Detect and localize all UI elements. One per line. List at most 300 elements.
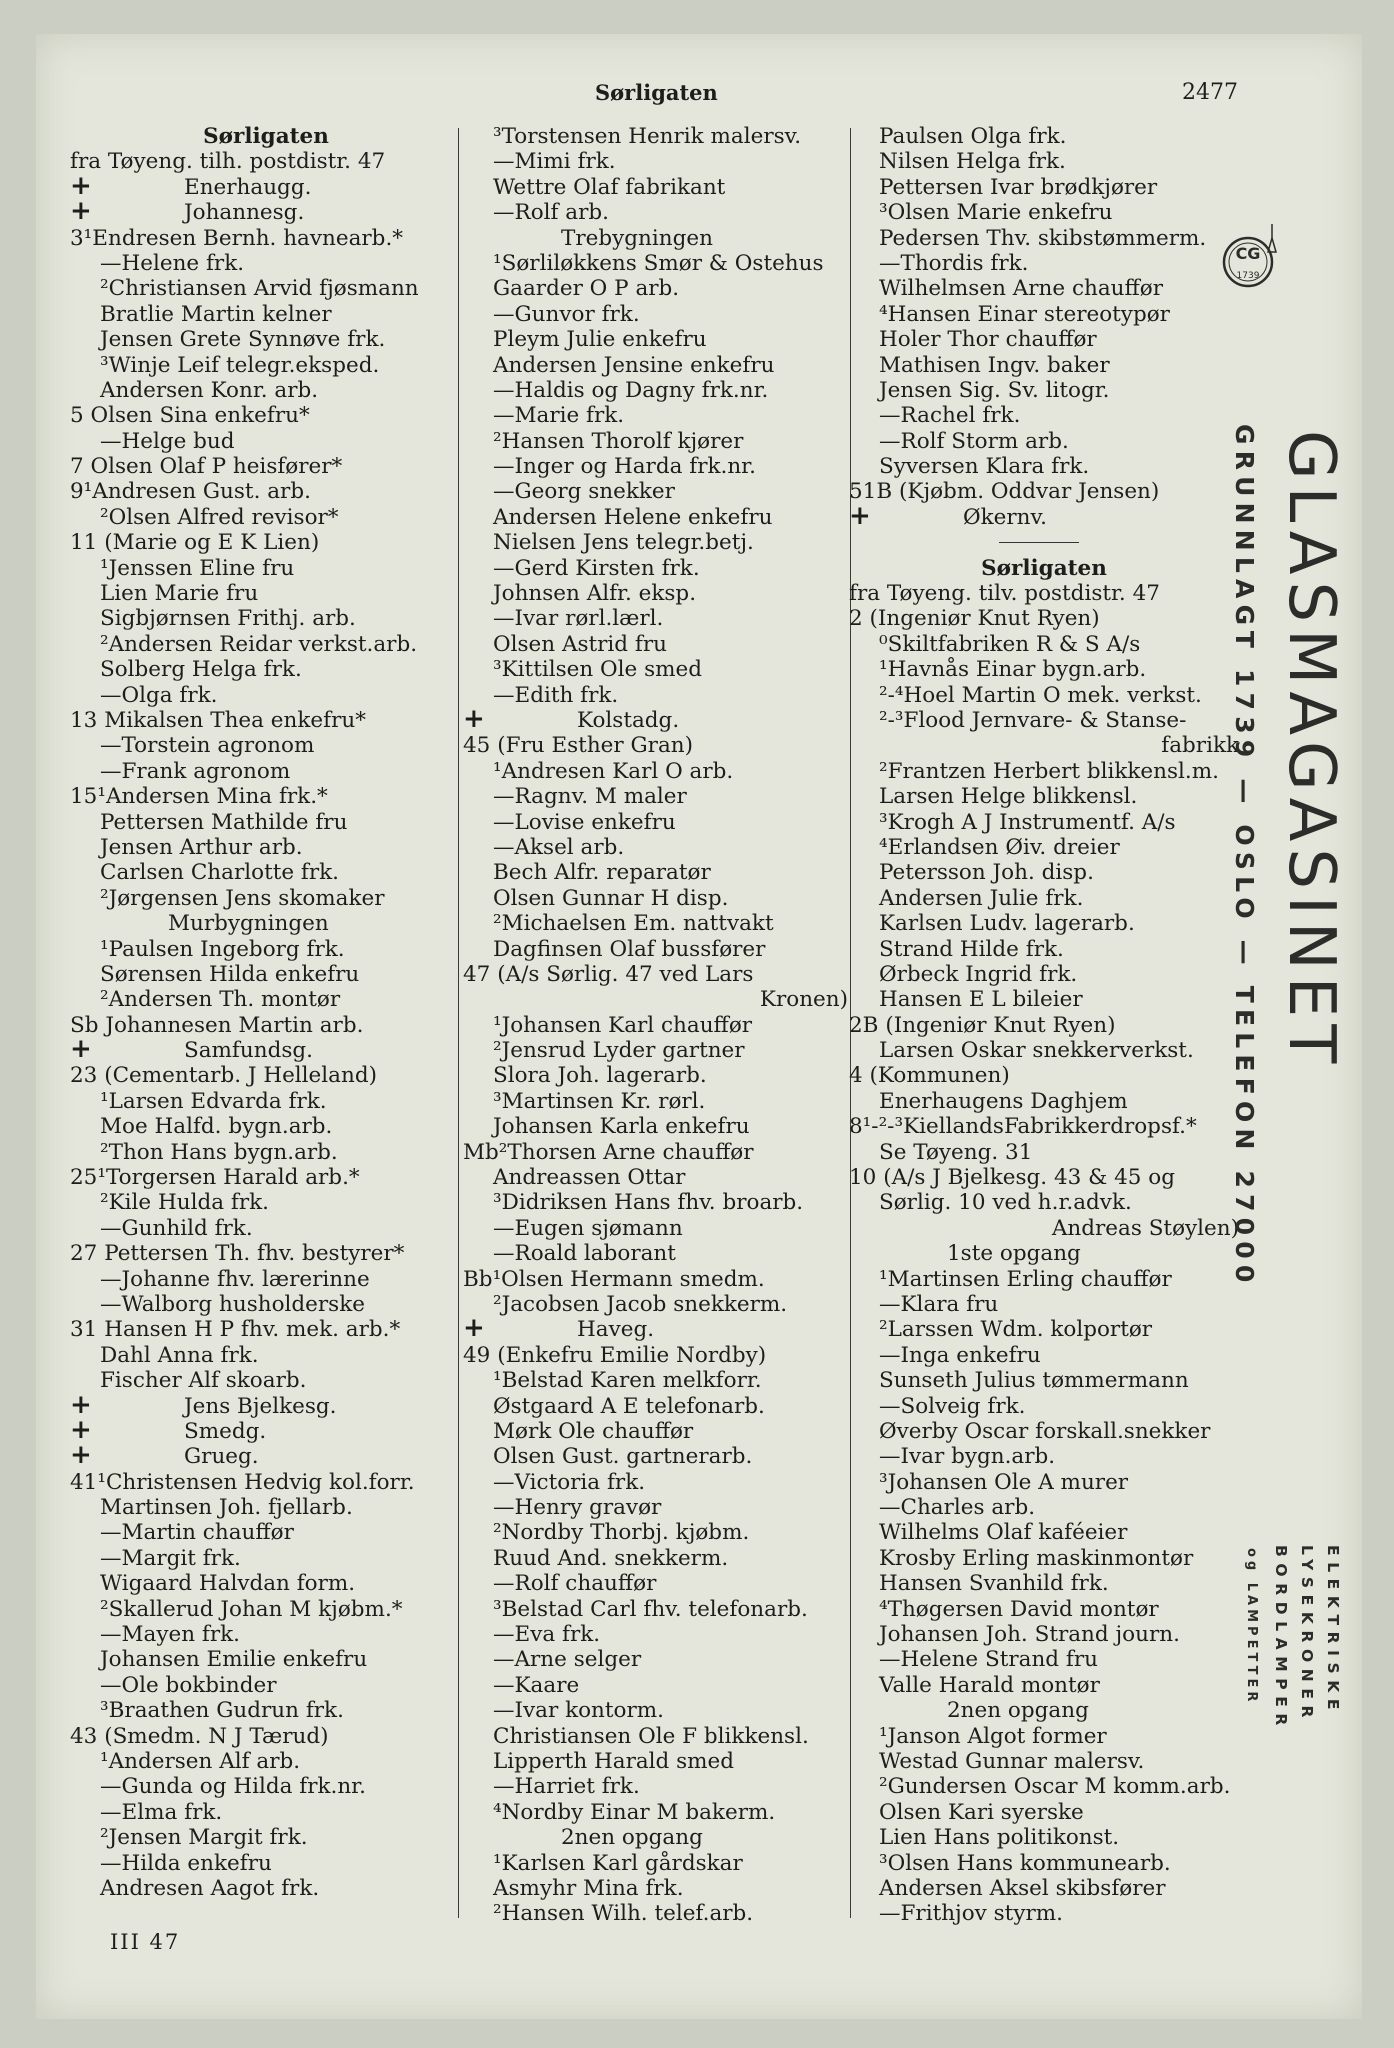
- directory-entry: [849, 276, 1239, 301]
- entry-text: 8¹-²-³KiellandsFabrikkerdropsf.*: [849, 1114, 1197, 1140]
- directory-entry: [463, 1038, 848, 1063]
- directory-entry: [70, 1114, 462, 1139]
- directory-entry: [849, 581, 1239, 606]
- directory-entry: [463, 1419, 848, 1444]
- directory-entry: [849, 1114, 1239, 1139]
- entry-text: ²Christiansen Arvid fjøsmann: [100, 276, 419, 302]
- directory-entry: [70, 353, 462, 378]
- directory-entry: [70, 1368, 462, 1393]
- directory-entry: [849, 454, 1239, 479]
- directory-entry: [849, 886, 1239, 911]
- entry-text: ⁰Skiltfabriken R & S A/s: [879, 631, 1141, 657]
- directory-entry: [70, 530, 462, 555]
- directory-entry: [463, 302, 848, 327]
- directory-entry: [70, 632, 462, 657]
- directory-entry: [70, 1825, 462, 1850]
- entry-text: Mørk Ole chauffør: [493, 1418, 694, 1444]
- directory-entry: [463, 200, 848, 225]
- directory-entry: [849, 429, 1239, 454]
- entry-text: Sigbjørnsen Frithj. arb.: [100, 606, 356, 632]
- directory-entry: [849, 606, 1239, 631]
- directory-entry: [849, 1165, 1239, 1190]
- directory-entry: [70, 1038, 462, 1063]
- directory-entry: [70, 1063, 462, 1088]
- directory-entry: [463, 581, 848, 606]
- entry-text: —Roald laborant: [493, 1241, 676, 1267]
- directory-entry: [70, 1622, 462, 1647]
- entry-text: Murbygningen: [168, 911, 329, 937]
- entry-text: —Eva frk.: [493, 1622, 601, 1648]
- entry-text: —Gerd Kirsten frk.: [493, 555, 700, 581]
- directory-entry: [849, 1724, 1239, 1749]
- directory-entry: [70, 251, 462, 276]
- directory-entry: [463, 530, 848, 555]
- entry-text: Asmyhr Mina frk.: [493, 1875, 684, 1901]
- entry-text: ²Jørgensen Jens skomaker: [100, 885, 385, 911]
- directory-entry: [70, 226, 462, 251]
- entry-text: Olsen Kari syerske: [879, 1799, 1084, 1825]
- directory-entry: [70, 429, 462, 454]
- directory-entry: [849, 1901, 1239, 1926]
- directory-entry: [849, 327, 1239, 352]
- entry-text: —Thordis frk.: [879, 250, 1029, 276]
- directory-entry: [463, 810, 848, 835]
- directory-entry: [463, 1825, 848, 1850]
- directory-entry: [849, 1546, 1239, 1571]
- entry-text: Dagfinsen Olaf bussfører: [493, 936, 766, 962]
- entry-text: Holer Thor chauffør: [879, 327, 1097, 353]
- entry-text: —Martin chauffør: [100, 1520, 294, 1546]
- entry-text: ³Belstad Carl fhv. telefonarb.: [493, 1596, 808, 1622]
- entry-text: ²Hansen Wilh. telef.arb.: [493, 1901, 754, 1927]
- entry-text: ⁴Thøgersen David montør: [879, 1596, 1159, 1622]
- directory-entry: [463, 1216, 848, 1241]
- entry-text: ¹Paulsen Ingeborg frk.: [100, 936, 345, 962]
- entry-text: Karlsen Ludv. lagerarb.: [879, 911, 1135, 937]
- directory-entry: [70, 657, 462, 682]
- page-footer: III 47: [110, 1930, 181, 1954]
- directory-entry: [70, 1800, 462, 1825]
- entry-text: Westad Gunnar malersv.: [879, 1749, 1145, 1774]
- entry-text: —Gunhild frk.: [100, 1215, 253, 1241]
- entry-text: ¹Martinsen Erling chauffør: [879, 1266, 1172, 1292]
- entry-text: ²Kile Hulda frk.: [100, 1190, 269, 1216]
- entry-text: ¹Andresen Karl O arb.: [493, 758, 734, 784]
- entry-text: —Rolf arb.: [493, 200, 609, 226]
- directory-entry: [849, 1394, 1239, 1419]
- entry-text: 10 (A/s J Bjelkesg. 43 & 45 og: [849, 1165, 1176, 1191]
- directory-entry: [849, 1597, 1239, 1622]
- directory-entry: [70, 1774, 462, 1799]
- directory-entry: [70, 1495, 462, 1520]
- directory-entry: [463, 1495, 848, 1520]
- entry-text: —Margit frk.: [100, 1545, 241, 1571]
- directory-entry: [70, 937, 462, 962]
- directory-entry: [463, 835, 848, 860]
- entry-text: 11 (Marie og E K Lien): [70, 530, 320, 556]
- directory-entry: [70, 810, 462, 835]
- directory-entry: [70, 683, 462, 708]
- directory-entry: [849, 226, 1239, 251]
- entry-text: 23 (Cementarb. J Helleland): [70, 1063, 377, 1089]
- directory-entry: [70, 1749, 462, 1774]
- entry-text: 9¹Andresen Gust. arb.: [70, 479, 311, 505]
- directory-entry: [849, 1673, 1239, 1698]
- directory-entry: [70, 1876, 462, 1901]
- entry-text: 1ste opgang: [947, 1241, 1081, 1267]
- entry-text: ²Larssen Wdm. kolportør: [879, 1317, 1153, 1343]
- entry-text: Andersen Jensine enkefru: [493, 352, 775, 378]
- entry-text: —Helene Strand fru: [879, 1647, 1098, 1673]
- directory-entry: [463, 454, 848, 479]
- entry-text: Pleym Julie enkefru: [493, 327, 707, 353]
- directory-entry: [70, 1394, 462, 1419]
- directory-entry: [70, 1343, 462, 1368]
- entry-text: ⁴Erlandsen Øiv. dreier: [879, 834, 1120, 860]
- directory-entry: [463, 606, 848, 631]
- entry-text: Sunseth Julius tømmermann: [879, 1368, 1189, 1394]
- entry-text: 2nen opgang: [561, 1825, 703, 1851]
- directory-entry: [849, 1216, 1239, 1241]
- entry-text: Ruud And. snekkerm.: [493, 1545, 729, 1571]
- entry-text: Pedersen Thv. skibstømmerm.: [879, 225, 1207, 251]
- directory-entry: [849, 911, 1239, 936]
- section-divider: [849, 530, 1239, 555]
- directory-entry: [463, 353, 848, 378]
- directory-entry: [849, 1140, 1239, 1165]
- directory-entry: [849, 149, 1239, 174]
- directory-entry: [70, 327, 462, 352]
- directory-entry: [463, 1013, 848, 1038]
- entry-text: ²Jensen Margit frk.: [100, 1825, 308, 1851]
- directory-entry: [70, 200, 462, 225]
- entry-text: fabrikk: [1161, 733, 1239, 759]
- directory-entry: [463, 1063, 848, 1088]
- entry-text: Sørligaten: [203, 124, 329, 149]
- ad-product-4: og LAMPETTER: [1244, 1548, 1259, 1706]
- cross-street-label: Samfundsg.: [184, 1038, 313, 1064]
- entry-text: Andresen Aagot frk.: [100, 1875, 320, 1901]
- entry-text: Sørlig. 10 ved h.r.advk.: [879, 1190, 1132, 1216]
- entry-text: Paulsen Olga frk.: [879, 124, 1067, 149]
- entry-text: —Lovise enkefru: [493, 809, 676, 835]
- directory-entry: [70, 733, 462, 758]
- entry-text: —Mayen frk.: [100, 1622, 240, 1648]
- directory-entry: [463, 251, 848, 276]
- entry-text: ³Krogh A J Instrumentf. A/s: [879, 809, 1176, 835]
- directory-entry: [463, 1647, 848, 1672]
- entry-text: Enerhaugens Daghjem: [879, 1088, 1128, 1114]
- entry-text: —Haldis og Dagny frk.nr.: [493, 377, 769, 403]
- entry-text: ¹Janson Algot former: [879, 1723, 1107, 1749]
- entry-text: 47 (A/s Sørlig. 47 ved Lars: [463, 961, 754, 987]
- entry-text: —Frithjov styrm.: [879, 1901, 1063, 1927]
- entry-text: Jensen Sig. Sv. litogr.: [879, 377, 1110, 403]
- directory-entry: [463, 1165, 848, 1190]
- directory-entry: [849, 632, 1239, 657]
- entry-text: —Ragnv. M maler: [493, 784, 687, 810]
- entry-text: ³Kittilsen Ole smed: [493, 657, 702, 683]
- directory-entry: [70, 784, 462, 809]
- entry-text: Ørbeck Ingrid frk.: [879, 961, 1078, 987]
- entry-text: ³Olsen Marie enkefru: [879, 200, 1113, 226]
- entry-text: Jensen Grete Synnøve frk.: [100, 327, 386, 353]
- entry-text: —Marie frk.: [493, 403, 625, 429]
- entry-text: —Inger og Harda frk.nr.: [493, 454, 756, 480]
- directory-entry: [70, 1470, 462, 1495]
- directory-entry: [70, 479, 462, 504]
- directory-entry: [463, 1317, 848, 1342]
- directory-entry: [849, 1876, 1239, 1901]
- entry-text: Sørensen Hilda enkefru: [100, 961, 360, 987]
- entry-text: Solberg Helga frk.: [100, 657, 302, 683]
- entry-text: Olsen Gust. gartnerarb.: [493, 1444, 753, 1470]
- entry-text: —Torstein agronom: [100, 733, 315, 759]
- ad-company-name: GLASMAGASINET: [1274, 430, 1348, 1071]
- entry-text: ¹Havnås Einar bygn.arb.: [879, 657, 1147, 683]
- directory-entry: [70, 1013, 462, 1038]
- directory-entry: [70, 276, 462, 301]
- directory-entry: [463, 987, 848, 1012]
- directory-entry: [463, 1800, 848, 1825]
- directory-entry: [463, 1698, 848, 1723]
- entry-text: ²Skallerud Johan M kjøbm.*: [100, 1596, 403, 1622]
- entry-text: —Inga enkefru: [879, 1342, 1041, 1368]
- directory-entry: [849, 733, 1239, 758]
- entry-text: 2 (Ingeniør Knut Ryen): [849, 606, 1100, 632]
- cross-street-icon: +: [463, 1317, 485, 1343]
- entry-text: Hansen Svanhild frk.: [879, 1571, 1109, 1597]
- entry-text: ²Michaelsen Em. nattvakt: [493, 911, 774, 937]
- entry-text: Andreassen Ottar: [493, 1165, 686, 1191]
- entry-text: 13 Mikalsen Thea enkefru*: [70, 707, 366, 733]
- entry-text: ¹Johansen Karl chauffør: [493, 1012, 753, 1038]
- entry-text: —Johanne fhv. lærerinne: [100, 1266, 370, 1292]
- directory-entry: [849, 1419, 1239, 1444]
- directory-entry: [849, 1571, 1239, 1596]
- cross-street-icon: +: [70, 1444, 92, 1470]
- directory-entry: [849, 1749, 1239, 1774]
- directory-entry: [849, 784, 1239, 809]
- entry-text: 27 Pettersen Th. fhv. bestyrer*: [70, 1241, 405, 1267]
- entry-text: —Helge bud: [100, 428, 235, 454]
- directory-entry: [70, 886, 462, 911]
- entry-text: Bratlie Martin kelner: [100, 301, 332, 327]
- entry-text: Hansen E L bileier: [879, 987, 1083, 1013]
- entry-text: Wilhelmsen Arne chauffør: [879, 276, 1164, 302]
- directory-entry: [463, 1190, 848, 1215]
- entry-text: Mathisen Ingv. baker: [879, 352, 1110, 378]
- entry-text: —Harriet frk.: [493, 1774, 640, 1800]
- entry-text: —Walborg husholderske: [100, 1291, 365, 1317]
- directory-entry: [849, 1241, 1239, 1266]
- entry-text: Mb²Thorsen Arne chauffør: [463, 1139, 754, 1165]
- entry-text: ²Thon Hans bygn.arb.: [100, 1139, 338, 1165]
- entry-text: Andreas Støylen): [1051, 1215, 1239, 1241]
- entry-text: —Rolf chauffør: [493, 1571, 657, 1597]
- directory-entry: [463, 1520, 848, 1545]
- entry-text: Trebygningen: [561, 225, 713, 251]
- directory-entry: [849, 1825, 1239, 1850]
- directory-entry: [463, 1267, 848, 1292]
- entry-text: Johnsen Alfr. eksp.: [493, 581, 697, 607]
- directory-entry: [463, 1774, 848, 1799]
- directory-column-2: [463, 124, 848, 1927]
- entry-text: Wigaard Halvdan form.: [100, 1571, 356, 1597]
- directory-entry: [849, 378, 1239, 403]
- directory-entry: [849, 1774, 1239, 1799]
- directory-entry: [849, 556, 1239, 581]
- entry-text: ³Braathen Gudrun frk.: [100, 1698, 344, 1724]
- entry-text: 2nen opgang: [947, 1698, 1089, 1724]
- directory-entry: [849, 124, 1239, 149]
- directory-entry: [849, 962, 1239, 987]
- directory-entry: [463, 505, 848, 530]
- entry-text: ²Gundersen Oscar M komm.arb.: [879, 1774, 1231, 1800]
- entry-text: 5 Olsen Sina enkefru*: [70, 403, 310, 429]
- directory-entry: [463, 1089, 848, 1114]
- entry-text: Andersen Helene enkefru: [493, 504, 773, 530]
- directory-entry: [849, 1190, 1239, 1215]
- entry-text: Lipperth Harald smed: [493, 1749, 735, 1774]
- directory-entry: [463, 327, 848, 352]
- entry-text: —Mimi frk.: [493, 149, 616, 175]
- entry-text: 43 (Smedm. N J Tærud): [70, 1723, 329, 1749]
- entry-text: Bb¹Olsen Hermann smedm.: [463, 1266, 765, 1292]
- directory-entry: [463, 860, 848, 885]
- directory-entry: [70, 505, 462, 530]
- directory-entry: [463, 1394, 848, 1419]
- directory-entry: [70, 581, 462, 606]
- entry-text: —Rolf Storm arb.: [879, 428, 1069, 454]
- cross-street-label: Enerhaugg.: [184, 174, 312, 200]
- entry-text: —Ivar bygn.arb.: [879, 1444, 1056, 1470]
- directory-entry: [70, 987, 462, 1012]
- directory-entry: [849, 353, 1239, 378]
- entry-text: ³Torstensen Henrik malersv.: [493, 124, 802, 149]
- directory-entry: [849, 1470, 1239, 1495]
- entry-text: —Klara fru: [879, 1291, 999, 1317]
- entry-text: ²Olsen Alfred revisor*: [100, 504, 339, 530]
- glasmagasinet-logo: [1222, 218, 1278, 326]
- directory-entry: [463, 378, 848, 403]
- directory-entry: [463, 1673, 848, 1698]
- entry-text: ³Johansen Ole A murer: [879, 1469, 1129, 1495]
- entry-text: Syversen Klara frk.: [879, 454, 1090, 480]
- directory-entry: [849, 1622, 1239, 1647]
- entry-text: Bech Alfr. reparatør: [493, 860, 711, 886]
- directory-entry: [463, 124, 848, 149]
- cross-street-icon: +: [849, 504, 871, 531]
- directory-entry: [849, 1851, 1239, 1876]
- entry-text: 49 (Enkefru Emilie Nordby): [463, 1342, 767, 1368]
- entry-text: Fischer Alf skoarb.: [100, 1368, 307, 1394]
- directory-entry: [463, 683, 848, 708]
- cross-street-label: Smedg.: [184, 1418, 267, 1444]
- directory-entry: [463, 149, 848, 174]
- entry-text: —Charles arb.: [879, 1495, 1036, 1521]
- directory-entry: [70, 1292, 462, 1317]
- directory-entry: [463, 1368, 848, 1393]
- entry-text: 7 Olsen Olaf P heisfører*: [70, 454, 343, 480]
- directory-entry: [463, 226, 848, 251]
- entry-text: Kronen): [759, 987, 848, 1013]
- entry-text: Johansen Emilie enkefru: [100, 1647, 368, 1673]
- directory-entry: [849, 1495, 1239, 1520]
- entry-text: —Hilda enkefru: [100, 1850, 272, 1876]
- entry-text: ²Hansen Thorolf kjører: [493, 428, 744, 454]
- entry-text: ³Martinsen Kr. rørl.: [493, 1088, 706, 1114]
- entry-text: —Rachel frk.: [879, 403, 1021, 429]
- ad-product-3: BORDLAMPER: [1272, 1545, 1290, 1732]
- directory-entry: [849, 708, 1239, 733]
- directory-entry: [70, 1673, 462, 1698]
- directory-entry: [463, 759, 848, 784]
- directory-entry: [463, 556, 848, 581]
- entry-text: fra Tøyeng. tilv. postdistr. 47: [849, 581, 1160, 607]
- directory-entry: [849, 1444, 1239, 1469]
- entry-text: 41¹Christensen Hedvig kol.forr.: [70, 1469, 415, 1495]
- entry-text: —Ole bokbinder: [100, 1672, 277, 1698]
- directory-entry: [463, 1622, 848, 1647]
- directory-entry: [70, 1571, 462, 1596]
- entry-text: Pettersen Mathilde fru: [100, 809, 348, 835]
- directory-entry: [849, 479, 1239, 504]
- directory-entry: [849, 1647, 1239, 1672]
- directory-entry: [463, 708, 848, 733]
- directory-entry: [463, 632, 848, 657]
- entry-text: Johansen Karla enkefru: [493, 1114, 750, 1140]
- directory-entry: [849, 505, 1239, 530]
- directory-entry: [463, 886, 848, 911]
- entry-text: —Gunda og Hilda frk.nr.: [100, 1774, 366, 1800]
- directory-entry: [849, 1800, 1239, 1825]
- entry-text: —Ivar kontorm.: [493, 1698, 664, 1724]
- entry-text: 2B (Ingeniør Knut Ryen): [849, 1012, 1116, 1038]
- directory-entry: [463, 175, 848, 200]
- entry-text: ³Olsen Hans kommunearb.: [879, 1850, 1171, 1876]
- entry-text: ²Jensrud Lyder gartner: [493, 1038, 745, 1064]
- entry-text: 31 Hansen H P fhv. mek. arb.*: [70, 1317, 401, 1343]
- entry-text: —Henry gravør: [493, 1495, 662, 1521]
- entry-text: ³Winje Leif telegr.eksped.: [100, 352, 380, 378]
- entry-text: Sb Johannesen Martin arb.: [70, 1012, 364, 1038]
- entry-text: Andersen Julie frk.: [879, 885, 1084, 911]
- directory-entry: [463, 911, 848, 936]
- directory-entry: [849, 987, 1239, 1012]
- directory-entry: [70, 1851, 462, 1876]
- directory-entry: [463, 1851, 848, 1876]
- entry-text: —Georg snekker: [493, 479, 675, 505]
- directory-entry: [70, 1267, 462, 1292]
- entry-text: Andersen Konr. arb.: [100, 377, 319, 403]
- entry-text: 4 (Kommunen): [849, 1063, 1010, 1089]
- directory-entry: [849, 1038, 1239, 1063]
- cross-street-icon: +: [70, 1038, 92, 1064]
- directory-entry: [849, 1267, 1239, 1292]
- entry-text: Slora Joh. lagerarb.: [493, 1063, 707, 1089]
- directory-entry: [70, 124, 462, 149]
- directory-entry: [849, 302, 1239, 327]
- directory-entry: [70, 606, 462, 631]
- directory-entry: [70, 1089, 462, 1114]
- entry-text: ²Andersen Th. montør: [100, 987, 341, 1013]
- directory-entry: [849, 1317, 1239, 1342]
- directory-entry: [463, 784, 848, 809]
- entry-text: —Edith frk.: [493, 682, 619, 708]
- directory-entry: [70, 962, 462, 987]
- entry-text: ²Nordby Thorbj. kjøbm.: [493, 1520, 750, 1546]
